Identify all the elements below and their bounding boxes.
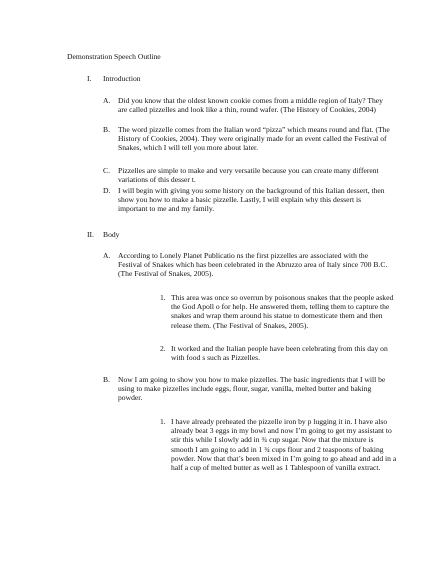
item-letter: A.: [103, 251, 111, 260]
body-item-b: Now I am going to show you how to make pizzelles. The basic ingredients that I will be using to make pizzelles include eggs, flour, sugar, vanilla, melted butter and baking powder.: [118, 375, 386, 403]
body-item-a-sub-1: This area was once so overrun by poisonous snakes that the people asked the God Apoll o for help. He answered them, telling them to capture the snakes and wrap them around his statue to domesticate them and then release them. (The Festival of Snakes, 2005).: [171, 293, 394, 330]
section-heading-introduction: Introduction: [103, 74, 141, 83]
item-letter: B.: [103, 125, 110, 134]
body-item-a: According to Lonely Planet Publicatio ns the first pizzelles are associated with the Festival of Snakes which has been celebrated in the Abruzzo area of Italy since 700 B.C. (The Festival of Snakes, 2005).: [118, 251, 388, 279]
body-item-b-sub-1: I have already preheated the pizzelle iron by p lugging it in. I have also already beat 3 eggs in my bowl and now I’m going to get my assistant to stir this while I slowly add in ¾ cup sugar. Now that the mixture is smooth I am going to add in 1 ¾ cups flour and 2 teaspoons of baking powder. Now that that’s been mixed in I’m going to go ahead and add in a half a cup of melted butter as well as 1 Tablespoon of vanilla extract.: [171, 417, 397, 473]
item-letter: D.: [103, 186, 111, 195]
subitem-number: 2.: [160, 344, 166, 353]
subitem-number: 1.: [160, 293, 166, 302]
intro-item-c: Pizzelles are simple to make and very versatile because you can create many different variations of this desser t.: [118, 166, 379, 185]
intro-item-d: I will begin with giving you some history on the background of this Italian dessert, then show you how to make a basic pizzelle. Lastly, I will explain why this dessert is important to me and my family.: [118, 186, 385, 214]
section-numeral: II.: [87, 230, 94, 239]
intro-item-a: Did you know that the oldest known cookie comes from a middle region of Italy? They are called pizzelles and look like a thin, round wafer. (The History of Cookies, 2004): [118, 96, 383, 115]
item-letter: A.: [103, 96, 111, 105]
item-letter: B.: [103, 375, 110, 384]
body-item-a-sub-2: It worked and the Italian people have been celebrating from this day on with food s such as Pizzelles.: [171, 344, 388, 363]
document-title: Demonstration Speech Outline: [67, 52, 161, 61]
section-heading-body: Body: [103, 230, 120, 239]
intro-item-b: The word pizzelle comes from the Italian word “pizza” which means round and flat. (The History of Cookies, 2004). They were originally made for an event called the Festival of Snakes, which I will tell you more about later.: [118, 125, 390, 153]
section-numeral: I.: [87, 74, 92, 83]
subitem-number: 1.: [160, 417, 166, 426]
item-letter: C.: [103, 166, 110, 175]
